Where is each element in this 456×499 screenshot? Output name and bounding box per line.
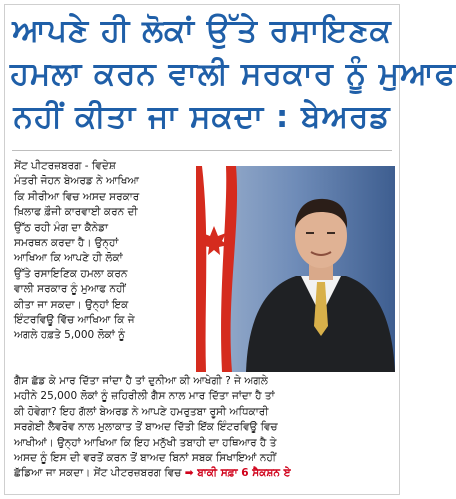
headline-divider	[12, 150, 392, 151]
news-photo	[196, 166, 395, 372]
article-line: ਇੰਟਰਵਿਊ ਵਿੱਚ ਆਖਿਆ ਕਿ ਜੇ	[14, 314, 135, 327]
headline-line-1: ਆਪਣੇ ਹੀ ਲੋਕਾਂ ਉੱਤੇ ਰਸਾਇਣਕ	[12, 13, 392, 49]
article-line: ਆਖਿਆ ਕਿ ਆਪਣੇ ਹੀ ਲੋਕਾਂ	[14, 252, 123, 265]
article-line: ਅਸਦ ਨੂੰ ਇਸ ਦੀ ਵਰਤੋਂ ਕਰਨ ਤੋਂ ਬਾਅਦ ਬਿਨਾਂ ਸਬਕ ਸਿਖਾਇਆਂ ਨਹੀਂ	[14, 452, 276, 465]
continued-on-page-label: ➡ ਬਾਕੀ ਸਫ਼ਾ 6 ਸੈਕਸ਼ਨ ਏ	[184, 467, 291, 480]
article-line: ਅਗਲੇ ਹਫ਼ਤੇ 5,000 ਲੋਕਾਂ ਨੂੰ	[14, 329, 125, 342]
article-line: ਕਿ ਸੀਰੀਆ ਵਿਚ ਅਸਦ ਸਰਕਾਰ	[14, 190, 140, 203]
article-last-line	[14, 466, 392, 481]
article-body	[14, 374, 392, 482]
article-line: ਉੱਠ ਰਹੀ ਮੰਗ ਦਾ ਕੈਨੇਡਾ	[14, 221, 109, 234]
article-line: ਉੱਤੇ ਰਸਾਇਣਿਕ ਹਮਲਾ ਕਰਨ	[14, 267, 128, 280]
article-line: ਸਮਰਥਨ ਕਰਦਾ ਹੈ। ਉਨ੍ਹਾਂ	[14, 237, 119, 250]
article-line: ਸਰਗੇਈ ਲੈਵਰੋਵ ਨਾਲ ਮੁਲਾਕਾਤ ਤੋਂ ਬਾਅਦ ਦਿੱਤੀ ਇੱਕ ਇੰਟਰਵਿਊ ਵਿਚ	[14, 421, 278, 434]
article-line: ਆਖੀਆਂ। ਉਨ੍ਹਾਂ ਆਖਿਆ ਕਿ ਇਹ ਮਨੁੱਖੀ ਤਬਾਹੀ ਦਾ ਹਥਿਆਰ ਹੈ ਤੇ	[14, 436, 277, 449]
article-line: ਕੀ ਹੋਵੇਗਾ? ਇਹ ਗੱਲਾਂ ਬੇਅਰਡ ਨੇ ਆਪਣੇ ਹਮਰੁਤਬਾ ਰੂਸੀ ਅਧਿਕਾਰੀ	[14, 405, 269, 418]
article-line: ਕੀਤਾ ਜਾ ਸਕਦਾ। ਉਨ੍ਹਾਂ ਇਕ	[14, 298, 129, 311]
headline-line-2: ਹਮਲਾ ਕਰਨ ਵਾਲੀ ਸਰਕਾਰ ਨੂੰ ਮੁਆਫ	[10, 56, 456, 92]
article-line: ਮੰਤਰੀ ਜੋਹਨ ਬੇਅਰਡ ਨੇ ਆਖਿਆ	[14, 175, 139, 188]
article-line-text: ਛੱਡਿਆ ਜਾ ਸਕਦਾ। ਸੇਂਟ ਪੀਟਰਜ਼ਬਰਗ ਵਿਚ	[14, 467, 182, 480]
article-line: ਮਹੀਨੇ 25,000 ਲੋਕਾਂ ਨੂੰ ਜ਼ਹਿਰੀਲੀ ਗੈਸ ਨਾਲ ਮਾਰ ਦਿੱਤਾ ਜਾਂਦਾ ਹੈ ਤਾਂ	[14, 390, 275, 403]
article-column	[14, 159, 190, 344]
headline-line-3: ਨਹੀਂ ਕੀਤਾ ਜਾ ਸਕਦਾ : ਬੇਅਰਡ	[13, 99, 391, 135]
headline	[10, 10, 456, 139]
article-line: ਗੈਸ ਛੱਡ ਕੇ ਮਾਰ ਦਿੱਤਾ ਜਾਂਦਾ ਹੈ ਤਾਂ ਦੁਨੀਆ ਕੀ ਆਖੇਗੀ ? ਜੇ ਅਗਲੇ	[14, 375, 268, 387]
article-line: ਸੇਂਟ ਪੀਟਰਜ਼ਬਰਗ - ਵਿਦੇਸ਼	[14, 160, 116, 172]
article-line: ਵਾਲੀ ਸਰਕਾਰ ਨੂੰ ਮੁਆਫ ਨਹੀਂ	[14, 283, 126, 296]
article-line: ਖ਼ਿਲਾਫ ਫ਼ੌਜੀ ਕਾਰਵਾਈ ਕਰਨ ਦੀ	[14, 206, 138, 219]
